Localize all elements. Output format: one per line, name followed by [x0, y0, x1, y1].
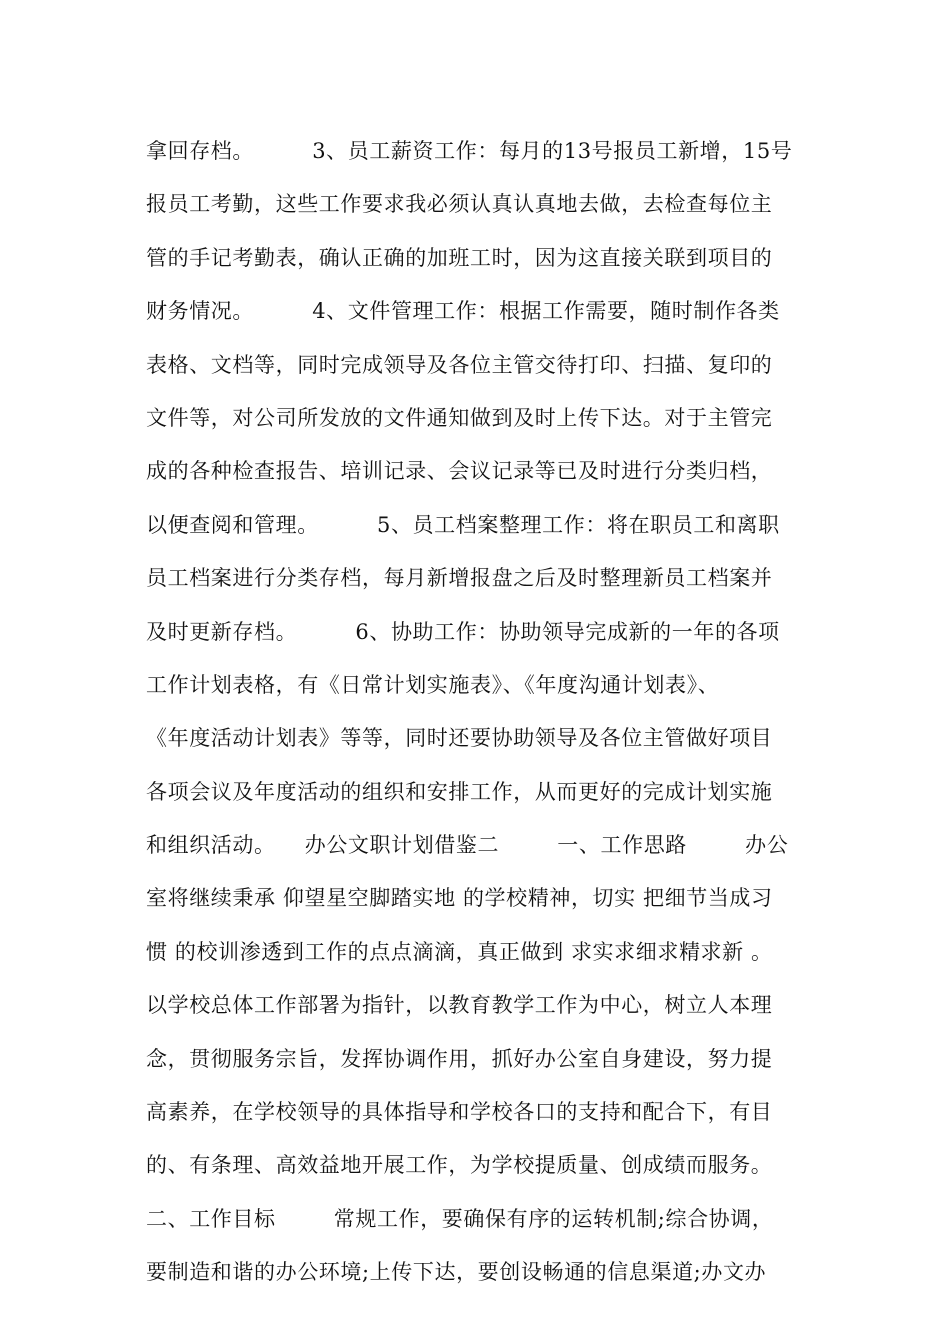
text-line: 以便查阅和管理。 5、员工档案整理工作：将在职员工和离职	[146, 512, 780, 537]
document-body	[146, 132, 826, 1307]
text-line: 及时更新存档。 6、协助工作：协助领导完成新的一年的各项	[146, 619, 780, 644]
text-line: 拿回存档。 3、员工薪资工作：每月的13号报员工新增，15号	[146, 139, 793, 163]
text-line: 表格、文档等，同时完成领导及各位主管交待打印、扫描、复印的	[146, 352, 773, 377]
text-line: 二、工作目标 常规工作，要确保有序的运转机制;综合协调，	[146, 1206, 774, 1231]
text-line: 管的手记考勤表，确认正确的加班工时，因为这直接关联到项目的	[146, 245, 773, 270]
text-line: 报员工考勤，这些工作要求我必须认真认真地去做，去检查每位主	[146, 192, 773, 217]
text-line: 员工档案进行分类存档，每月新增报盘之后及时整理新员工档案并	[146, 566, 773, 591]
text-line: 各项会议及年度活动的组织和安排工作，从而更好的完成计划实施	[146, 779, 773, 804]
text-line: 念，贯彻服务宗旨，发挥协调作用，抓好办公室自身建设，努力提	[146, 1046, 773, 1071]
text-line: 惯 的校训渗透到工作的点点滴滴，真正做到 求实求细求精求新 。	[146, 939, 773, 964]
text-line: 成的各种检查报告、培训记录、会议记录等已及时进行分类归档，	[146, 459, 773, 484]
text-line: 《年度活动计划表》等等，同时还要协助领导及各位主管做好项目	[146, 726, 773, 751]
text-line: 和组织活动。 办公文职计划借鉴二 一、工作思路 办公	[146, 833, 789, 858]
text-line: 室将继续秉承 仰望星空脚踏实地 的学校精神，切实 把细节当成习	[146, 886, 773, 911]
text-line: 工作计划表格，有《日常计划实施表》、《年度沟通计划表》、	[146, 672, 720, 697]
text-line: 以学校总体工作部署为指针，以教育教学工作为中心，树立人本理	[146, 993, 773, 1018]
text-line: 文件等，对公司所发放的文件通知做到及时上传下达。对于主管完	[146, 405, 773, 430]
text-line: 高素养，在学校领导的具体指导和学校各口的支持和配合下，有目	[146, 1100, 773, 1125]
text-line: 要制造和谐的办公环境;上传下达，要创设畅通的信息渠道;办文办	[146, 1260, 767, 1285]
text-line: 的、有条理、高效益地开展工作，为学校提质量、创成绩而服务。	[146, 1153, 773, 1178]
text-line: 财务情况。 4、文件管理工作：根据工作需要，随时制作各类	[146, 299, 780, 324]
